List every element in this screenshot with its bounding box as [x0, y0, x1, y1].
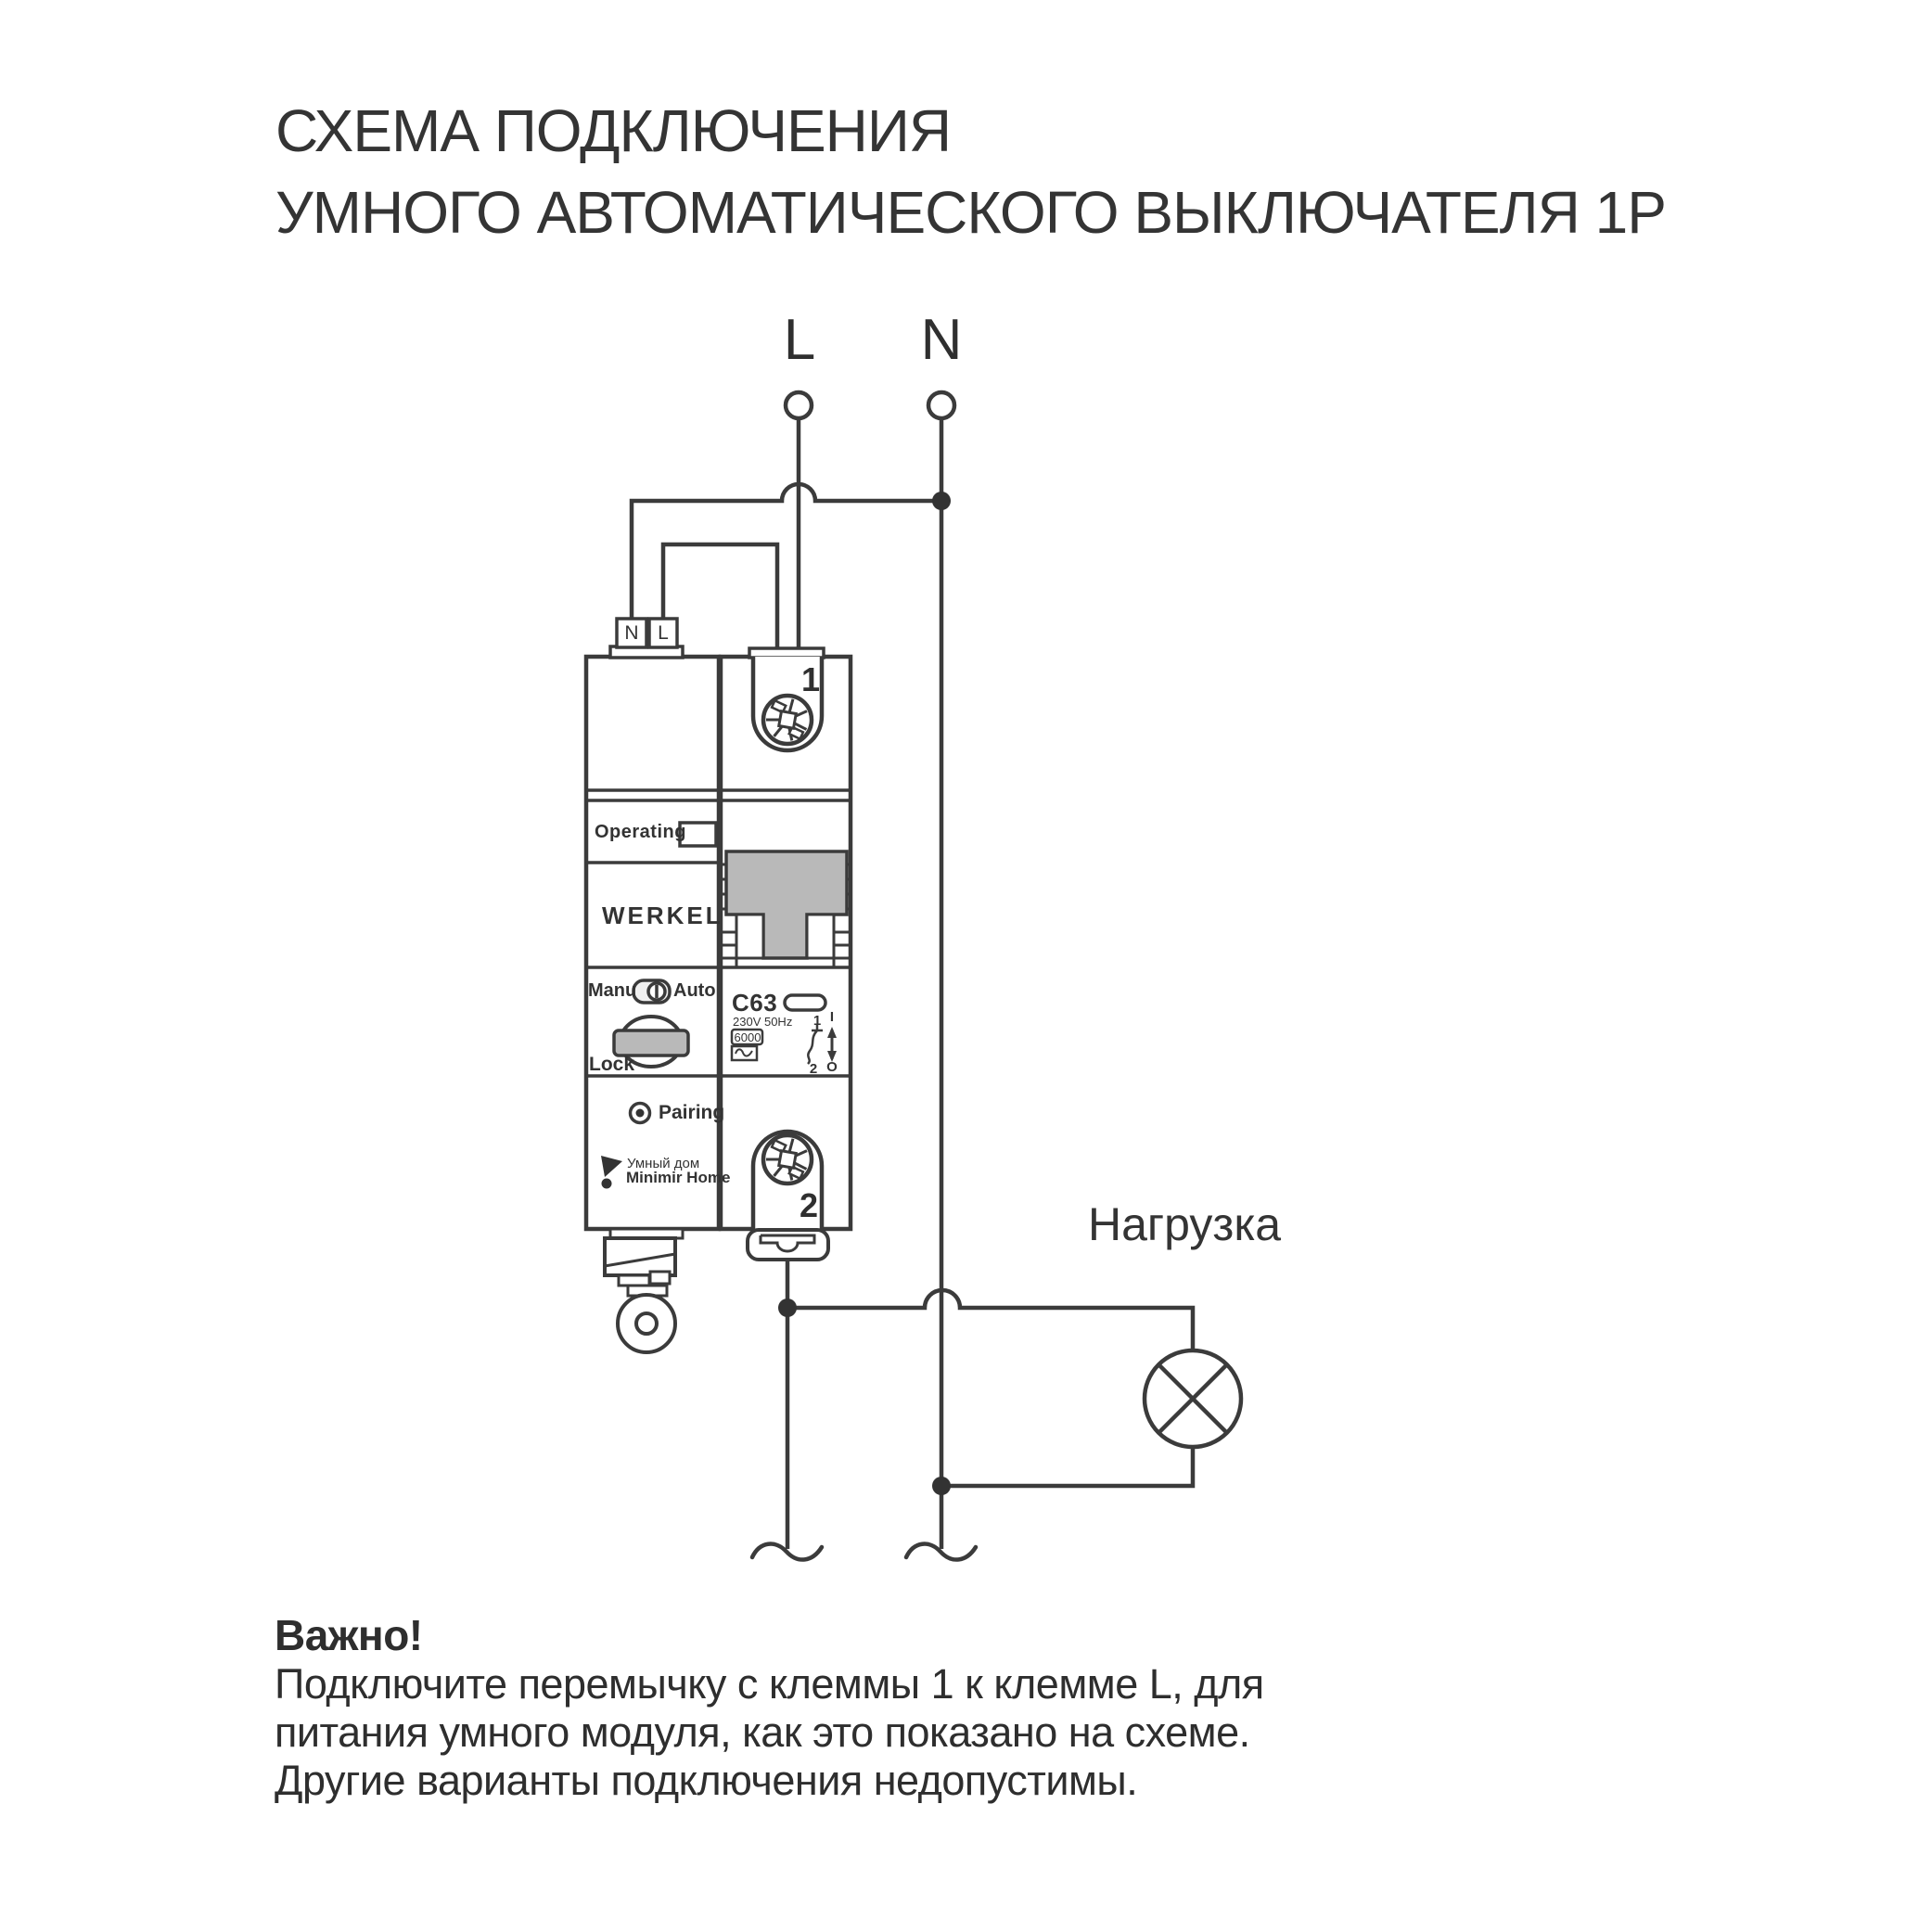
terminal1-number: 1	[800, 660, 821, 698]
module-n-terminal-label: N	[624, 621, 639, 644]
note-line: Подключите перемычку с клеммы 1 к клемме L, для	[275, 1660, 1264, 1708]
lock-handle-icon	[614, 1030, 688, 1056]
load-wires	[787, 1260, 1193, 1549]
din-clip-assembly	[605, 1229, 683, 1352]
handle-pocket-right	[807, 915, 834, 958]
brand-logo-text: WERKEL	[602, 902, 723, 929]
voltage-label: 230V 50Hz	[733, 1015, 793, 1029]
l-jumper-wire	[663, 544, 777, 651]
supply-n-terminal-circle	[928, 392, 954, 418]
terminal1-screw-icon	[763, 696, 812, 744]
module-l-terminal-label: L	[658, 621, 669, 644]
lamp-cross-icon	[1145, 1350, 1241, 1447]
pairing-button[interactable]	[631, 1104, 650, 1123]
note-line: питания умного модуля, как это показано на схеме.	[275, 1708, 1250, 1756]
contact-symbol-bottom-label: 2	[809, 1061, 818, 1077]
auto-label: Auto	[673, 980, 716, 1001]
smart-module-body	[586, 657, 719, 1229]
supply-l-terminal-circle	[786, 392, 812, 418]
junction-dot	[778, 1299, 797, 1317]
breaking-capacity-label: 6000	[734, 1030, 761, 1044]
rating-label: C63	[732, 989, 778, 1017]
terminal2-number: 2	[799, 1186, 819, 1224]
load-neutral-wire	[941, 1447, 1193, 1486]
junction-dot	[932, 1477, 951, 1495]
junction-dot	[932, 492, 951, 510]
handle-pocket-left	[736, 915, 763, 958]
switch-off-symbol: O	[826, 1059, 838, 1075]
operating-label: Operating	[595, 822, 686, 842]
important-note	[275, 1610, 1264, 1805]
smart-home-label-en: Minimir Home	[626, 1169, 731, 1186]
manu-label: Manu	[588, 980, 637, 1001]
terminal2-screw-icon	[763, 1135, 812, 1184]
load-label: Нагрузка	[1088, 1198, 1282, 1250]
note-line: Другие варианты подключения недопустимы.	[275, 1757, 1138, 1804]
page-title-line1: СХЕМА ПОДКЛЮЧЕНИЯ	[275, 97, 952, 164]
supply-l-label: L	[783, 308, 816, 372]
note-heading: Важно!	[275, 1611, 423, 1659]
breaker-handle-area	[721, 851, 851, 967]
contact-symbol-top-label: 1	[812, 1013, 822, 1029]
supply-n-label: N	[920, 308, 963, 372]
din-clip-tooth-left	[619, 1275, 649, 1286]
n-jumper-wire	[632, 484, 941, 620]
load-line-wire	[787, 1290, 1193, 1350]
pairing-label: Pairing	[659, 1102, 725, 1123]
smart-home-label-ru: Умный дом	[627, 1156, 700, 1171]
page-title-line2: УМНОГО АВТОМАТИЧЕСКОГО ВЫКЛЮЧАТЕЛЯ 1P	[275, 179, 1666, 246]
din-clip-tooth-right	[650, 1272, 670, 1284]
manu-auto-toggle[interactable]	[633, 980, 670, 1003]
terminal1-plate	[749, 648, 824, 658]
switch-on-symbol: I	[829, 1009, 835, 1025]
lock-label: Lock	[589, 1054, 635, 1075]
